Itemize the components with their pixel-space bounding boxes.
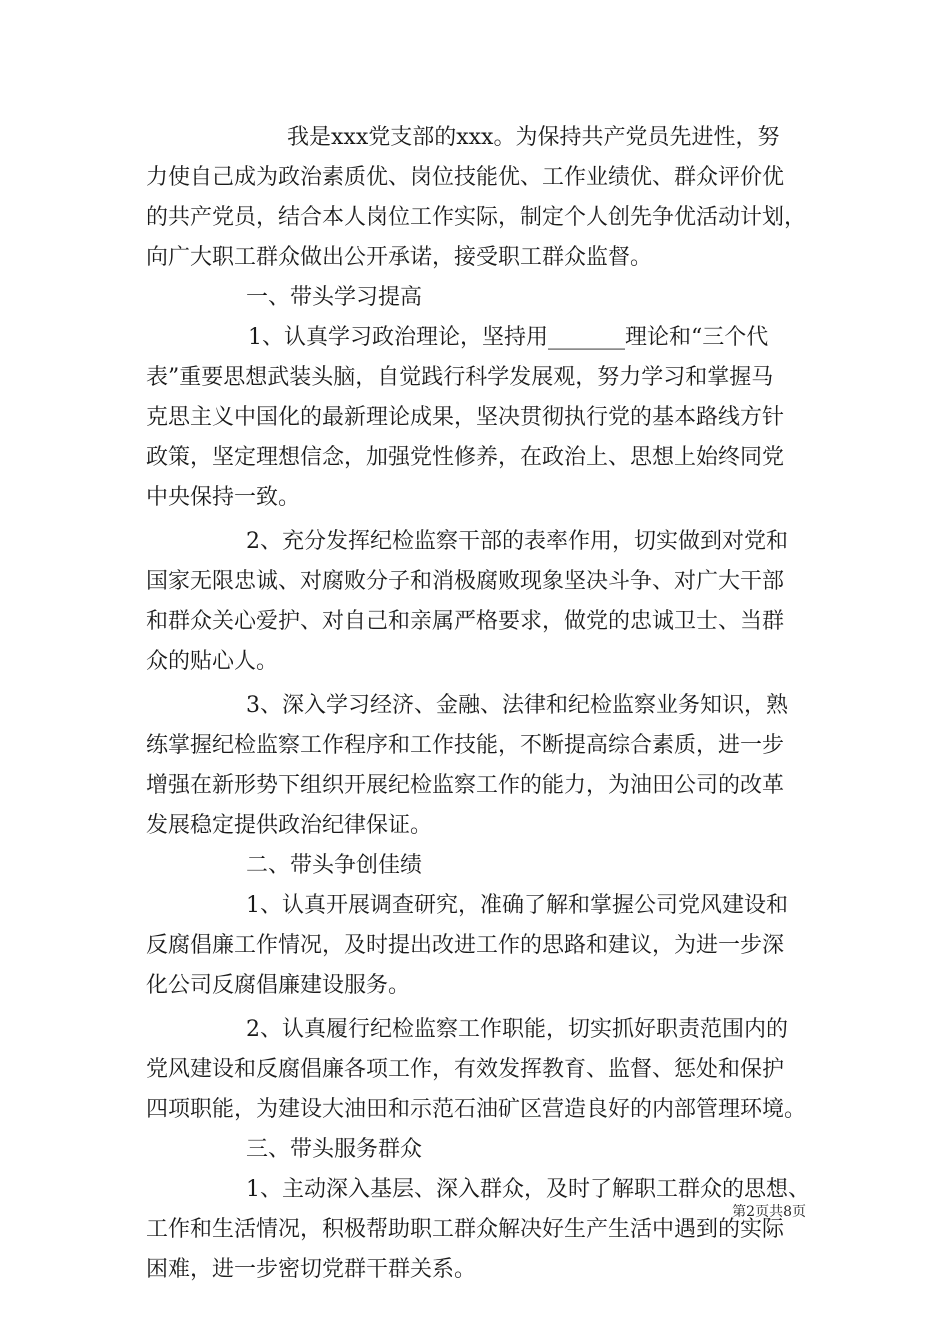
item-2-1-line: 1、认真开展调查研究，准确了解和掌握公司党风建设和: [246, 893, 788, 918]
item-2-2-line: 四项职能，为建设大油田和示范石油矿区营造良好的内部管理环境。: [146, 1097, 807, 1122]
item-1-1-line: 1、认真学习政治理论，坚持用_______理论和“三个代: [248, 325, 769, 350]
page-number: 第2页共8页: [732, 1204, 806, 1220]
item-3-1-line: 困难，进一步密切党群干群关系。: [146, 1257, 477, 1282]
paragraph-intro-line: 向广大职工群众做出公开承诺，接受职工群众监督。: [146, 245, 653, 270]
item-1-2-line: 众的贴心人。: [146, 649, 279, 674]
document-body: [146, 118, 818, 1290]
item-1-2-line: 国家无限忠诚、对腐败分子和消极腐败现象坚决斗争、对广大干部: [146, 569, 785, 594]
item-1-3-line: 3、深入学习经济、金融、法律和纪检监察业务知识，熟: [246, 693, 788, 718]
item-1-2-line: 和群众关心爱护、对自己和亲属严格要求，做党的忠诚卫士、当群: [146, 609, 785, 634]
item-1-1-line: 克思主义中国化的最新理论成果，坚决贯彻执行党的基本路线方针: [146, 405, 785, 430]
item-1-1-line: 政策，坚定理想信念，加强党性修养，在政治上、思想上始终同党: [146, 445, 785, 470]
item-1-3-line: 发展稳定提供政治纪律保证。: [146, 813, 433, 838]
item-1-1-line: 表”重要思想武装头脑，自觉践行科学发展观，努力学习和掌握马: [146, 365, 774, 390]
item-1-3-line: 增强在新形势下组织开展纪检监察工作的能力，为油田公司的改革: [146, 773, 785, 798]
item-2-2-line: 党风建设和反腐倡廉各项工作，有效发挥教育、监督、惩处和保护: [146, 1057, 785, 1082]
item-3-1-line: 1、主动深入基层、深入群众，及时了解职工群众的思想、: [246, 1177, 810, 1202]
item-1-2-line: 2、充分发挥纪检监察干部的表率作用，切实做到对党和: [246, 529, 788, 554]
item-2-1-line: 化公司反腐倡廉建设服务。: [146, 973, 411, 998]
item-2-2-line: 2、认真履行纪检监察工作职能，切实抓好职责范围内的: [246, 1017, 788, 1042]
section-heading-3: 三、带头服务群众: [246, 1137, 423, 1162]
paragraph-intro-line: 的共产党员，结合本人岗位工作实际，制定个人创先争优活动计划，: [146, 205, 807, 230]
item-3-1-line: 工作和生活情况，积极帮助职工群众解决好生产生活中遇到的实际: [146, 1217, 785, 1242]
item-1-1-line: 中央保持一致。: [146, 485, 301, 510]
paragraph-intro-line: 力使自己成为政治素质优、岗位技能优、工作业绩优、群众评价优: [146, 165, 785, 190]
item-1-3-line: 练掌握纪检监察工作程序和工作技能，不断提高综合素质，进一步: [146, 733, 785, 758]
paragraph-intro-line: 我是xxx党支部的xxx。为保持共产党员先进性，努: [287, 125, 780, 150]
section-heading-2: 二、带头争创佳绩: [246, 853, 423, 878]
item-2-1-line: 反腐倡廉工作情况，及时提出改进工作的思路和建议，为进一步深: [146, 933, 785, 958]
section-heading-1: 一、带头学习提高: [246, 285, 423, 310]
